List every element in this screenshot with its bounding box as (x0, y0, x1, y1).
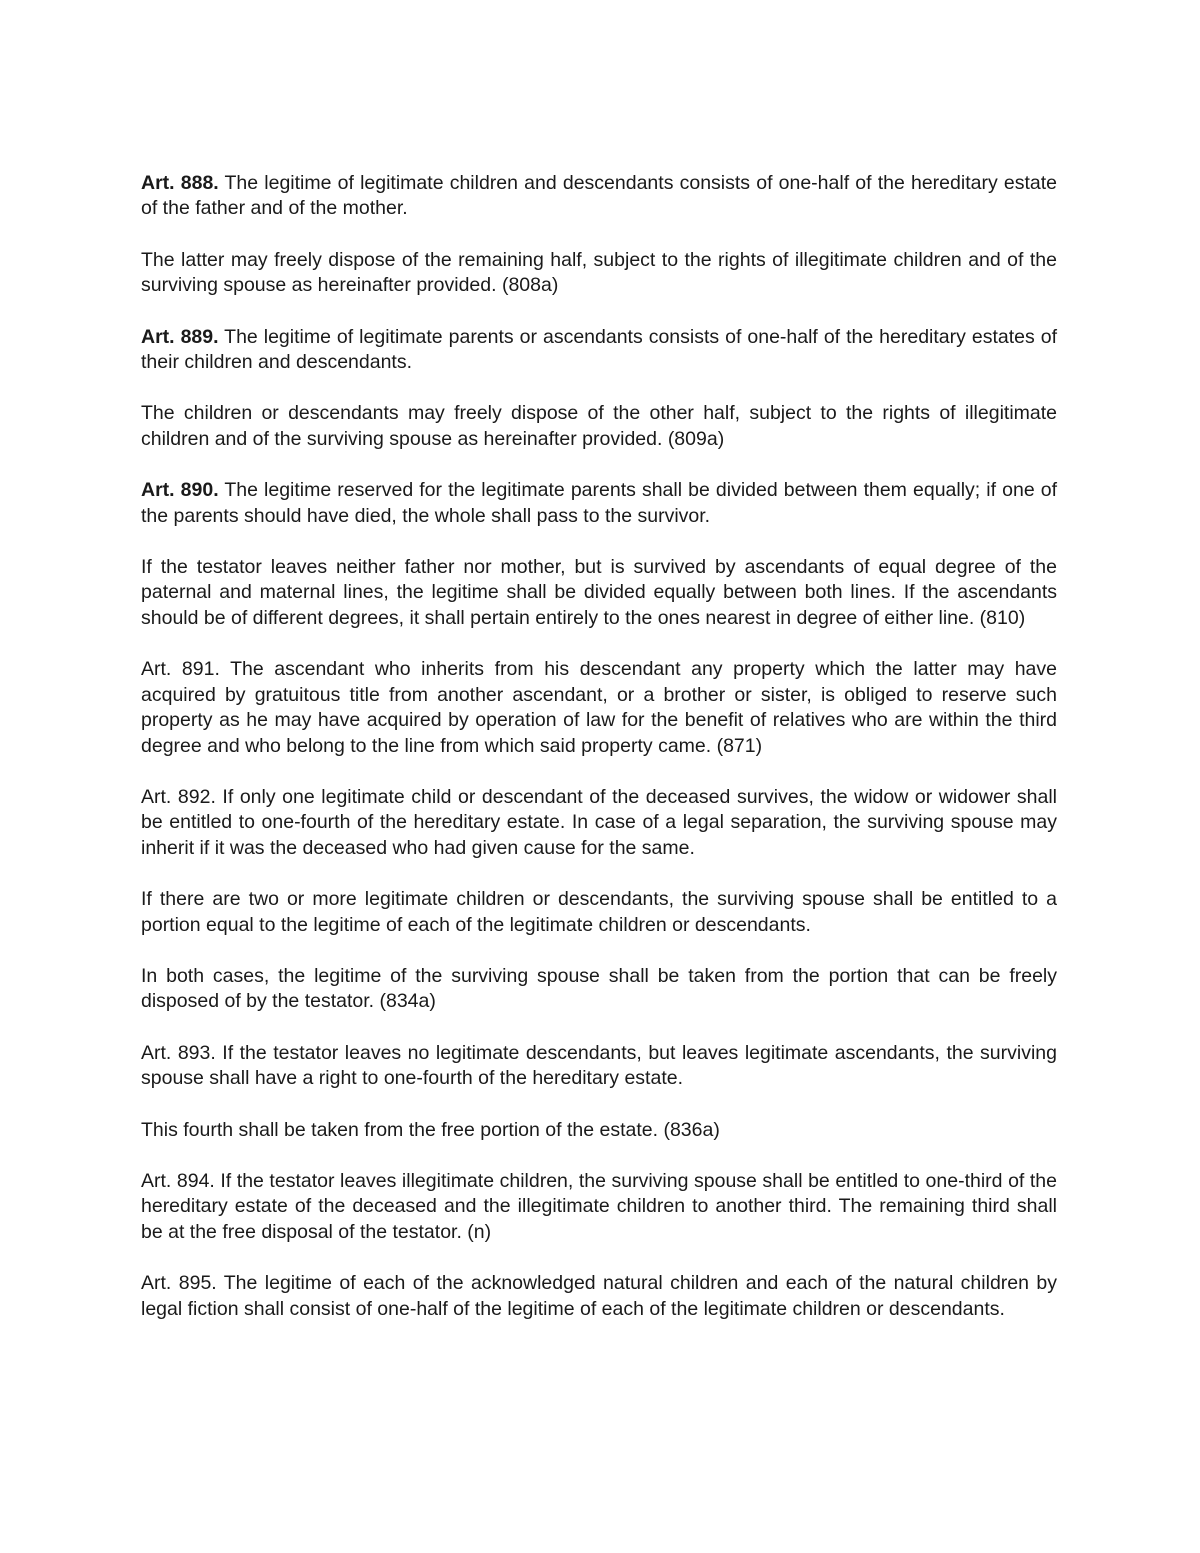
paragraph-text: If there are two or more legitimate children or descendants, the surviving spouse shall be entitled to a portion equal to the legitime of each of the legitimate children or descendants. (141, 888, 1057, 936)
paragraph-text: Art. 894. If the testator leaves illegitimate children, the surviving spouse shall be entitled to one-third of the hereditary estate of the deceased and the illegitimate children to another third. The remaining third shall be at the free disposal of the testator. (n) (141, 1169, 1057, 1243)
paragraph-text: In both cases, the legitime of the surviving spouse shall be taken from the portion that can be freely disposed of by the testator. (834a) (141, 964, 1057, 1013)
paragraph-text: The legitime of legitimate parents or ascendants consists of one-half of the hereditary estates of their children and descendants. (141, 325, 1058, 374)
paragraph-art-894 (141, 1169, 1057, 1245)
paragraph-art-892-cont-1 (141, 887, 1057, 938)
paragraph-text: Art. 895. The legitime of each of the acknowledged natural children and each of the natural children by legal fiction shall consist of one-half of the legitime of each of the legitimate children or descendants. (141, 1272, 1057, 1320)
document-body (141, 171, 1057, 1348)
paragraph-text: The legitime of legitimate children and descendants consists of one-half of the hereditary estate of the father and of the mother. (141, 172, 1057, 220)
paragraph-art-888-cont (141, 248, 1057, 299)
paragraph-text: Art. 893. If the testator leaves no legitimate descendants, but leaves legitimate ascendants, the surviving spouse shall have a right to one-fourth of the hereditary estate. (141, 1041, 1057, 1090)
paragraph-art-888 (141, 171, 1057, 222)
paragraph-text: Art. 891. The ascendant who inherits from his descendant any property which the latter may have acquired by gratuitous title from another ascendant, or a brother or sister, is obliged to reserve such property as he may have acquired by operation of law for the benefit of relatives who are within the third degree and who belong to the line from which said property came. (871) (141, 658, 1057, 757)
paragraph-art-890 (141, 478, 1057, 529)
paragraph-art-889-cont (141, 401, 1057, 452)
paragraph-art-895 (141, 1271, 1057, 1322)
paragraph-text: Art. 892. If only one legitimate child or descendant of the deceased survives, the widow or widower shall be entitled to one-fourth of the hereditary estate. In case of a legal separation, the surviving spouse may inherit if it was the deceased who had given cause for the same. (141, 785, 1057, 859)
paragraph-text: The latter may freely dispose of the remaining half, subject to the rights of illegitimate children and of the surviving spouse as hereinafter provided. (808a) (141, 248, 1057, 297)
paragraph-art-890-cont (141, 555, 1057, 631)
paragraph-art-893-cont (141, 1118, 1057, 1143)
paragraph-text: The legitime reserved for the legitimate parents shall be divided between them equally; if one of the parents should have died, the whole shall pass to the survivor. (141, 479, 1058, 527)
paragraph-text: The children or descendants may freely dispose of the other half, subject to the rights of illegitimate children and of the surviving spouse as hereinafter provided. (809a) (141, 402, 1057, 450)
paragraph-art-893 (141, 1041, 1057, 1092)
article-label: Art. 888. (141, 172, 219, 194)
paragraph-art-892-cont-2 (141, 964, 1057, 1015)
article-label: Art. 889. (141, 325, 219, 348)
paragraph-art-889 (141, 325, 1057, 376)
paragraph-art-892 (141, 785, 1057, 861)
paragraph-text: This fourth shall be taken from the free portion of the estate. (836a) (141, 1118, 720, 1141)
paragraph-art-891 (141, 657, 1057, 759)
paragraph-text: If the testator leaves neither father nor mother, but is survived by ascendants of equal degree of the paternal and maternal lines, the legitime shall be divided equally between both lines. If the ascendants should be of different degrees, it shall pertain entirely to the ones nearest in degree of either line. (810) (141, 556, 1057, 629)
article-label: Art. 890. (141, 479, 219, 502)
